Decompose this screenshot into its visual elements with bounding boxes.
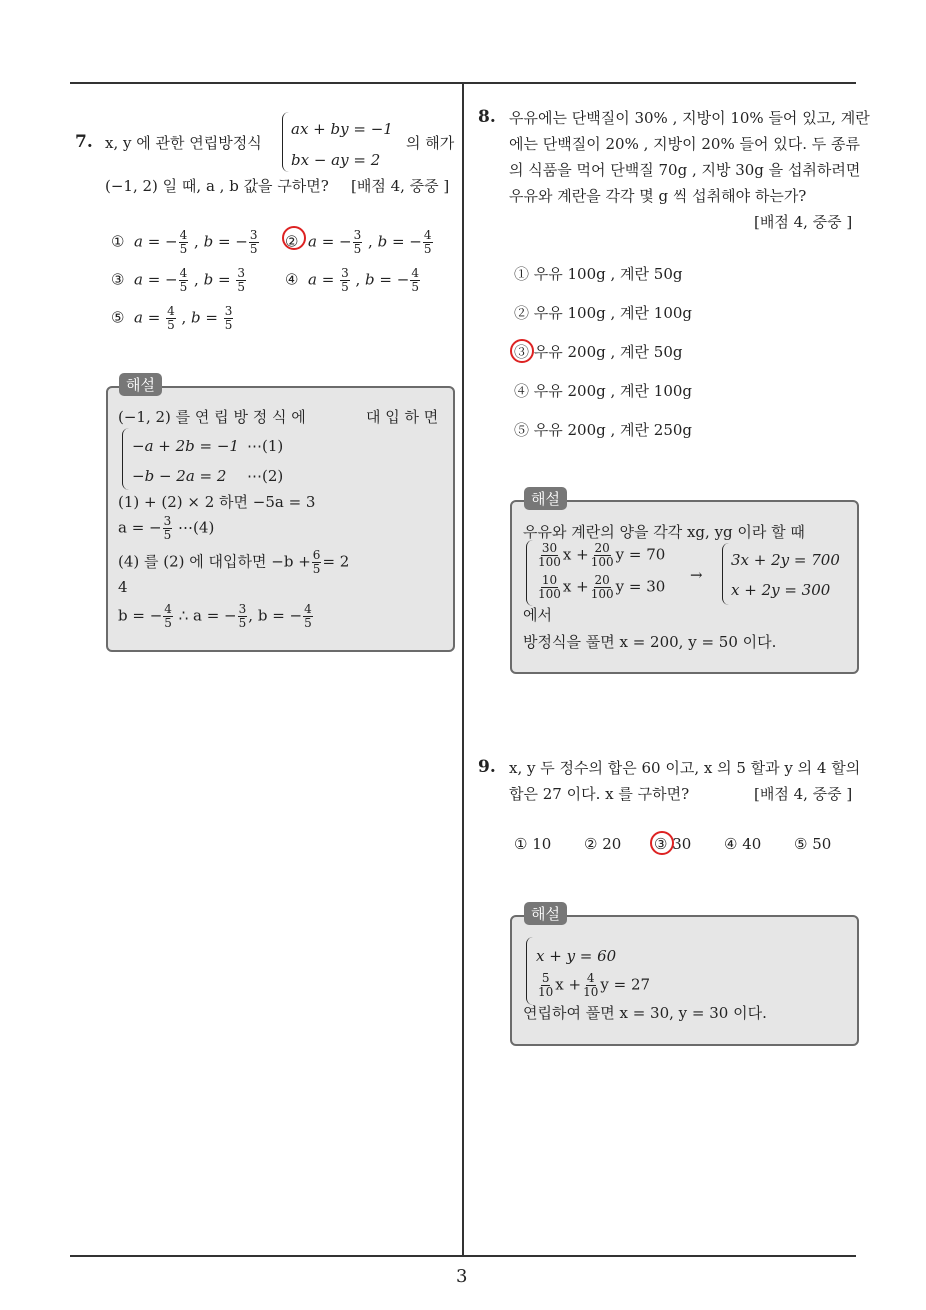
q8-answer-circle xyxy=(510,339,534,363)
q8-meta: [배점 4, 중중 ] xyxy=(754,213,853,231)
q7-option-4-marker: ④ xyxy=(285,270,299,289)
q7-sol-therefore: ∴ a = − xyxy=(178,606,237,625)
bottom-rule xyxy=(70,1255,856,1257)
q9-sol-brace xyxy=(526,937,533,1005)
q8-option-2[interactable]: ② 우유 100g , 계란 100g xyxy=(514,304,693,322)
q8-sol-right-eq2: x + 2y = 300 xyxy=(731,581,831,599)
q9-solution-tag: 해설 xyxy=(524,902,567,925)
q8-sol-left-eq2: $\frac{10}{100}$ x + $\frac{20}{100}$ y = 30 xyxy=(538,573,666,601)
q7-sol-line7: b = − $\frac{4}{5}$ ∴ a = − $\frac{3}{5}$ , b = − $\frac{4}{5}$ xyxy=(118,602,312,630)
q8-solution-tag: 해설 xyxy=(524,487,567,510)
q7-number: 7. xyxy=(75,132,93,152)
q7-sol-eq1: −a + 2b = −1 xyxy=(132,437,239,455)
q7-sol-eq4-num: ⋯(4) xyxy=(178,518,215,537)
q8-option-1[interactable]: ① 우유 100g , 계란 50g xyxy=(514,265,683,283)
q7-sol-line5: (4) 를 (2) 에 대입하면 −b + $\frac{6}{5}$ = 2 xyxy=(118,548,350,576)
q7-sol-line4: a = − $\frac{3}{5}$ ⋯(4) xyxy=(118,514,215,542)
q7-option-2[interactable]: ② a = − $\frac{3}{5}$ , b = − $\frac{4}{5}$ xyxy=(285,228,432,256)
q8-sol-line5: 방정식을 풀면 x = 200, y = 50 이다. xyxy=(523,633,777,651)
q7-system-brace xyxy=(282,112,289,172)
q9-sol-eq2-mid: x + xyxy=(555,975,582,994)
q7-sol-substitute-text: (4) 를 (2) 에 대입하면 −b + xyxy=(118,552,311,571)
q7-eq2: bx − ay = 2 xyxy=(291,151,381,169)
q8-sol-right-brace xyxy=(722,543,729,605)
q8-option-3[interactable]: ③ 우유 200g , 계란 50g xyxy=(514,343,683,361)
q9-sol-eq1: x + y = 60 xyxy=(536,947,617,965)
q8-sol-left-eq2-end: y = 30 xyxy=(615,577,666,596)
q8-sol-line4: 에서 xyxy=(523,606,552,624)
q7-option-5-marker: ⑤ xyxy=(111,308,125,327)
q7-sol-b-label: b = − xyxy=(118,606,163,625)
q7-sol-eq1-num: ⋯(1) xyxy=(247,437,284,455)
q9-meta: [배점 4, 중중 ] xyxy=(754,785,853,803)
q8-sol-left-eq1: $\frac{30}{100}$ x + $\frac{20}{100}$ y = 70 xyxy=(538,541,666,569)
q8-number: 8. xyxy=(478,107,496,127)
column-divider xyxy=(462,83,464,1256)
q8-sol-left-brace xyxy=(526,540,533,606)
q7-sol-line3: (1) + (2) × 2 하면 −5a = 3 xyxy=(118,493,316,511)
q9-sol-eq2: $\frac{5}{10}$ x + $\frac{4}{10}$ y = 27 xyxy=(538,971,651,999)
q9-option-5[interactable]: ⑤ 50 xyxy=(794,835,832,853)
q8-sol-left-eq2-mid: x + xyxy=(562,577,589,596)
q7-eq1: ax + by = −1 xyxy=(291,120,393,138)
q9-option-4[interactable]: ④ 40 xyxy=(724,835,762,853)
q9-sol-eq2-end: y = 27 xyxy=(600,975,651,994)
q9-option-2[interactable]: ② 20 xyxy=(584,835,622,853)
q7-answer-circle xyxy=(282,226,306,250)
q7-stem-c: (−1, 2) 일 때, a , b 값을 구하면? xyxy=(105,177,329,195)
q7-sol-line1: (−1, 2) 를 연 립 방 정 식 에 xyxy=(118,408,306,426)
q9-answer-circle xyxy=(650,831,674,855)
q8-option-5[interactable]: ⑤ 우유 200g , 계란 250g xyxy=(514,421,693,439)
q8-sol-left-eq1-end: y = 70 xyxy=(615,545,666,564)
q8-sol-arrow: → xyxy=(690,566,703,584)
q7-sol-eq2-num: ⋯(2) xyxy=(247,467,284,485)
page-number: 3 xyxy=(456,1266,468,1287)
q9-line-1: x, y 두 정수의 합은 60 이고, x 의 5 할과 y 의 4 할의 xyxy=(509,759,861,777)
q7-sol-eq2: −b − 2a = 2 xyxy=(132,467,227,485)
q9-option-1[interactable]: ① 10 xyxy=(514,835,552,853)
q7-solution-tag: 해설 xyxy=(119,373,162,396)
q9-option-3[interactable]: ③ 30 xyxy=(654,835,692,853)
q7-sol-line1b: 대 입 하 면 xyxy=(366,408,439,426)
q8-sol-line1: 우유와 계란의 양을 각각 xg, yg 이라 할 때 xyxy=(523,523,805,541)
q7-option-1-marker: ① xyxy=(111,232,125,251)
q7-meta: [배점 4, 중중 ] xyxy=(351,177,450,195)
q7-sol-b-final: , b = − xyxy=(248,606,303,625)
q7-option-4[interactable]: ④ a = $\frac{3}{5}$ , b = − $\frac{4}{5}$ xyxy=(285,266,419,294)
q7-stem-b: 의 해가 xyxy=(406,134,455,152)
q8-option-4[interactable]: ④ 우유 200g , 계란 100g xyxy=(514,382,693,400)
q7-sol-line6: 4 xyxy=(118,578,128,596)
q8-line-1: 우유에는 단백질이 30% , 지방이 10% 들어 있고, 계란 xyxy=(509,109,870,127)
q9-sol-line3: 연립하여 풀면 x = 30, y = 30 이다. xyxy=(523,1004,767,1022)
q7-option-3[interactable]: ③ a = − $\frac{4}{5}$ , b = $\frac{3}{5}$ xyxy=(111,266,245,294)
q8-line-4: 우유와 계란을 각각 몇 g 씩 섭취해야 하는가? xyxy=(509,187,807,205)
q8-sol-left-eq1-mid: x + xyxy=(562,545,589,564)
q7-stem-a: x, y 에 관한 연립방정식 xyxy=(105,134,262,152)
q9-line-2: 합은 27 이다. x 를 구하면? xyxy=(509,785,690,803)
q7-option-1[interactable]: ① a = − $\frac{4}{5}$ , b = − $\frac{3}{5}$ xyxy=(111,228,258,256)
q7-sol-a-value: a = − xyxy=(118,518,162,537)
q7-option-2-marker: ② xyxy=(285,232,299,251)
q7-option-5[interactable]: ⑤ a = $\frac{4}{5}$ , b = $\frac{3}{5}$ xyxy=(111,304,233,332)
q8-sol-right-eq1: 3x + 2y = 700 xyxy=(731,551,840,569)
q9-number: 9. xyxy=(478,757,496,777)
q7-sol-substitute-result: = 2 xyxy=(322,552,350,571)
q8-line-3: 의 식품을 먹어 단백질 70g , 지방 30g 을 섭취하려면 xyxy=(509,161,861,179)
q7-option-3-marker: ③ xyxy=(111,270,125,289)
q7-sol-brace xyxy=(122,428,129,490)
q8-line-2: 에는 단백질이 20% , 지방이 20% 들어 있다. 두 종류 xyxy=(509,135,860,153)
